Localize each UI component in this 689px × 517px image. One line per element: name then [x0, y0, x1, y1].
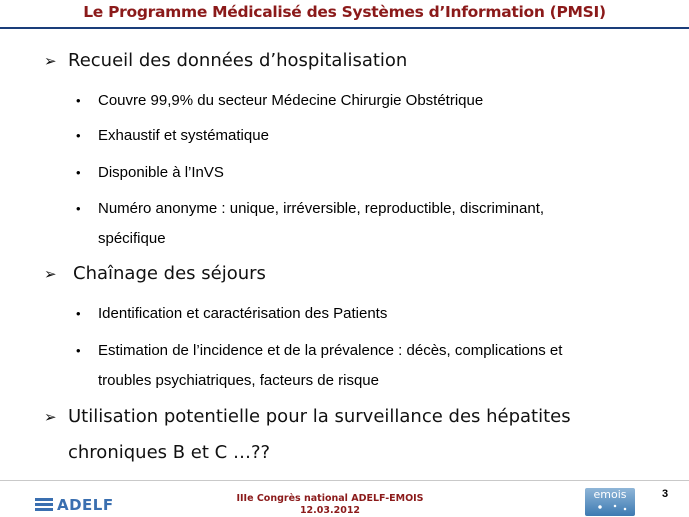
page-number: 3 — [662, 488, 669, 500]
bullet-icon: • — [76, 93, 81, 108]
footer-event — [200, 493, 460, 517]
event-date: 12.03.2012 — [299, 505, 361, 516]
section-heading-text: Utilisation potentielle pour la surveillance des hépatites — [68, 406, 571, 427]
section-heading — [44, 406, 571, 427]
arrow-bullet-icon: ➢ — [44, 408, 57, 426]
arrow-bullet-icon: ➢ — [44, 265, 57, 283]
emois-logo-icon — [585, 502, 635, 512]
list-item — [76, 92, 483, 109]
section-heading-text: Recueil des données d’hospitalisation — [68, 50, 408, 71]
list-item — [76, 342, 562, 359]
adelf-logo-icon — [35, 498, 53, 512]
bullet-icon: • — [76, 128, 81, 143]
list-item-text: Exhaustif et systématique — [98, 127, 269, 144]
footer-divider — [0, 480, 689, 481]
list-item — [76, 164, 224, 181]
emois-logo — [585, 488, 635, 516]
bullet-icon: • — [76, 201, 81, 216]
section-heading — [44, 50, 407, 71]
list-item-text: Numéro anonyme : unique, irréversible, reproductible, discriminant, — [98, 200, 545, 217]
adelf-logo — [35, 496, 114, 514]
section-heading — [44, 263, 266, 284]
arrow-bullet-icon: ➢ — [44, 52, 57, 70]
list-item — [76, 305, 387, 322]
emois-logo-text: emois — [593, 488, 627, 501]
list-item-continuation: troubles psychiatriques, facteurs de risque — [98, 372, 379, 389]
title-bar — [0, 0, 689, 26]
section-heading-text: Chaînage des séjours — [73, 263, 266, 284]
event-name: IIIe Congrès national ADELF-EMOIS — [236, 493, 424, 504]
adelf-logo-text: ADELF — [57, 496, 114, 514]
list-item-text: Couvre 99,9% du secteur Médecine Chirurgie Obstétrique — [98, 92, 484, 109]
list-item — [76, 127, 269, 144]
list-item — [76, 200, 544, 217]
title-divider — [0, 27, 689, 29]
bullet-icon: • — [76, 343, 81, 358]
slide-title: Le Programme Médicalisé des Systèmes d’Information (PMSI) — [83, 3, 606, 21]
list-item-text: Disponible à l’InVS — [98, 164, 224, 181]
bullet-icon: • — [76, 165, 81, 180]
list-item-text: Estimation de l’incidence et de la prévalence : décès, complications et — [98, 342, 563, 359]
section-heading-continuation: chroniques B et C …?? — [68, 442, 271, 463]
list-item-continuation: spécifique — [98, 230, 166, 247]
bullet-icon: • — [76, 306, 81, 321]
list-item-text: Identification et caractérisation des Patients — [98, 305, 388, 322]
